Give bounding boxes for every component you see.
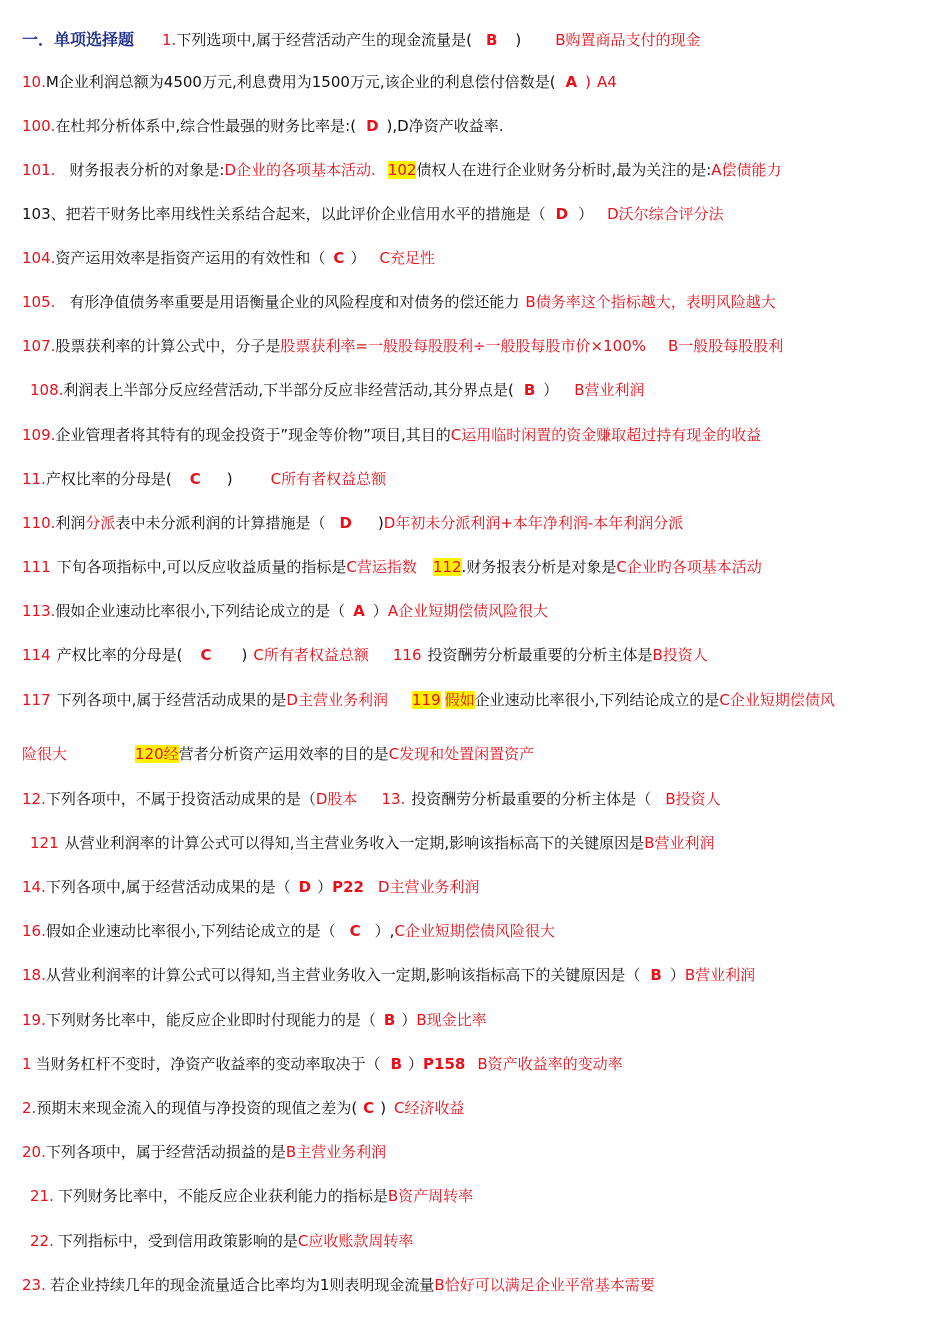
- line-text: ）: [408, 1055, 424, 1073]
- answer-text: A4: [597, 73, 617, 91]
- answer-text: D: [298, 878, 312, 896]
- answer-text: B现金比率: [416, 1011, 487, 1029]
- question-line: [22, 601, 936, 621]
- answer-text: 109.: [22, 426, 56, 444]
- answer-text: 19.: [22, 1011, 46, 1029]
- line-text: 假如企业速动比率很小,下列结论成立的是（: [55, 602, 346, 620]
- line-text: ): [380, 1099, 387, 1117]
- answer-text: B营业利润: [644, 834, 715, 852]
- line-text: 当财务杠杆不变时，净资产收益率的变动率取决于（: [35, 1055, 381, 1073]
- answer-text: 险很大: [22, 745, 68, 763]
- answer-text: D企业的各项基本活动.: [224, 161, 376, 179]
- answer-text: D: [366, 117, 379, 135]
- answer-text: C: [363, 1099, 375, 1117]
- question-line: [22, 645, 936, 665]
- answer-text: 105.: [22, 293, 56, 311]
- question-line: [22, 1010, 936, 1030]
- line-text: 下列财务比率中，能反应企业即时付现能力的是（: [45, 1011, 376, 1029]
- answer-text: B营业利润: [574, 381, 645, 399]
- answer-text: C应收账款周转率: [297, 1232, 414, 1250]
- answer-text: 114: [22, 646, 51, 664]
- question-line: [22, 513, 936, 533]
- question-line: [22, 116, 936, 136]
- question-line: [22, 1186, 936, 1206]
- answer-text: A: [353, 602, 365, 620]
- line-text: M企业利润总额为4500万元,利息费用为1500万元,该企业的利息偿付倍数是(: [45, 73, 556, 91]
- question-line: [22, 1142, 936, 1162]
- answer-text: 股票获利率=一般股每股股利÷一般股每股市价×100%: [280, 337, 647, 355]
- answer-text: B投资人: [665, 790, 721, 808]
- highlighted-number: 119: [411, 691, 441, 709]
- question-line: [22, 469, 936, 489]
- answer-text: 21.: [30, 1187, 54, 1205]
- line-text: 若企业持续几年的现金流量适合比率均为1则表明现金流量: [49, 1276, 435, 1294]
- line-text: ): [515, 31, 522, 49]
- answer-text: 18.: [22, 966, 46, 984]
- answer-text: B: [485, 31, 498, 49]
- question-line: [22, 744, 936, 764]
- line-text: 投资酬劳分析最重要的分析主体是: [427, 646, 653, 664]
- answer-text: 13.: [381, 790, 406, 808]
- line-text: 下列各项中,属于经营活动成果的是: [56, 691, 287, 709]
- question-line: [22, 1275, 936, 1295]
- answer-text: B投资人: [652, 646, 708, 664]
- answer-text: A企业短期偿债风险很大: [387, 602, 549, 620]
- line-text: 下列各项中，属于经营活动损益的是: [45, 1143, 286, 1161]
- line-text: 资产运用效率是指资产运用的有效性和（: [55, 249, 326, 267]
- question-line: [22, 336, 936, 356]
- question-line: [22, 204, 936, 224]
- answer-text: 101.: [22, 161, 56, 179]
- line-text: 从营业利润率的计算公式可以得知,当主营业务收入一定期,影响该指标高下的关键原因是: [64, 834, 645, 852]
- answer-text: 113.: [22, 602, 56, 620]
- question-line: [22, 425, 936, 445]
- question-line: [22, 292, 936, 312]
- answer-text: 分派: [85, 514, 116, 532]
- answer-text: C经济收益: [394, 1099, 465, 1117]
- answer-text: C: [189, 470, 201, 488]
- answer-text: C营运指数: [346, 558, 417, 576]
- answer-text: 10.: [22, 73, 46, 91]
- question-line: [22, 789, 936, 809]
- answer-text: P22: [332, 878, 364, 896]
- answer-text: 22.: [30, 1232, 54, 1250]
- line-text: 产权比率的分母是(: [45, 470, 172, 488]
- line-text: 下旬各项指标中,可以反应收益质量的指标是: [56, 558, 347, 576]
- line-text: 财务报表分析的对象是:: [69, 161, 225, 179]
- answer-text: D: [339, 514, 352, 532]
- line-text: ）: [317, 878, 333, 896]
- question-line: [22, 72, 936, 92]
- answer-text: D: [555, 205, 569, 223]
- answer-text: B债务率这个指标越大，表明风险越大: [525, 293, 776, 311]
- answer-text: D主营业务利润: [286, 691, 388, 709]
- line-text: 下列各项中,属于经营活动成果的是（: [45, 878, 291, 896]
- line-text: 营者分析资产运用效率的目的是: [178, 745, 389, 763]
- answer-text: C运用临时闲置的资金赚取超过持有现金的收益: [450, 426, 762, 444]
- answer-text: D主营业务利润: [377, 878, 480, 896]
- section-heading: 一．单项选择题: [22, 30, 135, 49]
- answer-text: C所有者权益总额: [270, 470, 387, 488]
- highlighted-number: 假如: [444, 691, 475, 709]
- line-text: ): [377, 514, 384, 532]
- answer-text: A: [565, 73, 578, 91]
- highlighted-number: 102: [387, 161, 417, 179]
- highlighted-number: 112: [432, 558, 462, 576]
- line-text: 在杜邦分析体系中,综合性最强的财务比率是:(: [55, 117, 357, 135]
- line-text: 利润表上半部分反应经营活动,下半部分反应非经营活动,其分界点是(: [63, 381, 514, 399]
- line-text: .财务报表分析是对象是: [461, 558, 617, 576]
- question-line: [22, 921, 936, 941]
- line-text: 股票获利率的计算公式中，分子是: [55, 337, 281, 355]
- highlighted-number: 120: [135, 745, 164, 763]
- line-text: 下列选项中,属于经营活动产生的现金流量是(: [176, 31, 472, 49]
- answer-text: B: [650, 966, 662, 984]
- answer-text: B一般股每股股利: [668, 337, 784, 355]
- question-line: [22, 557, 936, 577]
- line-text: 企业管理者将其特有的现金投资于”现金等价物”项目,其目的: [55, 426, 451, 444]
- line-text: ),D净资产收益率.: [386, 117, 504, 135]
- question-line: [22, 1231, 936, 1251]
- answer-text: 121: [30, 834, 59, 852]
- answer-text: B: [523, 381, 536, 399]
- line-text: 下列各项中，不属于投资活动成果的是（: [45, 790, 316, 808]
- line-text: ）,: [374, 922, 395, 940]
- question-line: [22, 248, 936, 268]
- answer-text: C: [349, 922, 361, 940]
- line-text: 从营业利润率的计算公式可以得知,当主营业务收入一定期,影响该指标高下的关键原因是（: [45, 966, 641, 984]
- answer-text: D股本: [315, 790, 358, 808]
- answer-text: 110.: [22, 514, 56, 532]
- answer-text: D年初未分派利润+本年净利润-本年利润分派: [383, 514, 684, 532]
- answer-text: C充足性: [379, 249, 435, 267]
- answer-text: 111: [22, 558, 51, 576]
- highlighted-number: 经: [163, 745, 179, 763]
- question-line: [22, 1098, 936, 1118]
- answer-text: C企业短期偿债风: [719, 691, 835, 709]
- answer-text: 107.: [22, 337, 56, 355]
- line-text: ）: [578, 205, 594, 223]
- question-line: [22, 380, 936, 400]
- answer-text: 117: [22, 691, 51, 709]
- answer-text: C企业旳各项基本活动: [616, 558, 762, 576]
- line-text: 预期末来现金流入的现值与净投资的现值之差为(: [36, 1099, 358, 1117]
- line-text: ）: [543, 381, 559, 399]
- answer-text: B主营业务利润: [285, 1143, 387, 1161]
- answer-text: 108.: [30, 381, 64, 399]
- answer-text: B资产周转率: [387, 1187, 474, 1205]
- line-text: 投资酬劳分析最重要的分析主体是（: [411, 790, 652, 808]
- question-line: [22, 30, 936, 50]
- answer-text: 1: [22, 1055, 32, 1073]
- line-text: ): [241, 646, 248, 664]
- line-text: ): [226, 470, 233, 488]
- line-text: 下列指标中，受到信用政策影响的是: [57, 1232, 298, 1250]
- answer-text: 14.: [22, 878, 46, 896]
- line-text: ）: [372, 602, 388, 620]
- question-line: [22, 877, 936, 897]
- answer-text: 1.: [162, 31, 177, 49]
- answer-text: 23.: [22, 1276, 46, 1294]
- answer-text: P158: [423, 1055, 466, 1073]
- line-text: 下列财务比率中，不能反应企业获利能力的指标是: [57, 1187, 388, 1205]
- answer-text: C发现和处置闲置资产: [388, 745, 535, 763]
- line-text: 企业速动比率很小,下列结论成立的是: [474, 691, 720, 709]
- line-text: 产权比率的分母是(: [56, 646, 183, 664]
- answer-text: B营业利润: [684, 966, 756, 984]
- answer-text: 11.: [22, 470, 46, 488]
- answer-text: B恰好可以满足企业平常基本需要: [434, 1276, 655, 1294]
- answer-text: B: [383, 1011, 396, 1029]
- line-text: 103、把若干财务比率用线性关系结合起来，以此评价企业信用水平的措施是（: [22, 205, 546, 223]
- answer-text: 16.: [22, 922, 46, 940]
- question-line: [22, 833, 936, 853]
- line-text: ）: [401, 1011, 417, 1029]
- answer-text: 104.: [22, 249, 56, 267]
- answer-text: 2.: [22, 1099, 37, 1117]
- answer-text: D沃尔综合评分法: [607, 205, 724, 223]
- line-text: 利润: [55, 514, 86, 532]
- question-line: [22, 160, 936, 180]
- line-text: 假如企业速动比率很小,下列结论成立的是（: [45, 922, 336, 940]
- question-line: [22, 965, 936, 985]
- line-text: 表中未分派利润的计算措施是（: [115, 514, 326, 532]
- answer-text: C: [200, 646, 212, 664]
- answer-text: B购置商品支付的现金: [555, 31, 701, 49]
- line-text: 有形净值债务率重要是用语衡量企业的风险程度和对债务的偿还能力: [69, 293, 520, 311]
- answer-text: B: [390, 1055, 402, 1073]
- answer-text: 12.: [22, 790, 46, 808]
- answer-text: 116: [392, 646, 422, 664]
- question-line: [22, 1054, 936, 1074]
- answer-text: 100.: [22, 117, 56, 135]
- line-text: ）: [669, 966, 685, 984]
- answer-text: 20.: [22, 1143, 46, 1161]
- answer-text: ): [585, 73, 592, 91]
- line-text: 债权人在进行企业财务分析时,最为关注的是:: [416, 161, 712, 179]
- answer-text: C: [333, 249, 345, 267]
- answer-text: C企业短期偿债风险很大: [394, 922, 555, 940]
- answer-text: A偿债能力: [711, 161, 782, 179]
- question-line: [22, 690, 936, 710]
- line-text: ）: [350, 249, 366, 267]
- answer-text: C所有者权益总额: [253, 646, 369, 664]
- answer-text: B资产收益率的变动率: [477, 1055, 623, 1073]
